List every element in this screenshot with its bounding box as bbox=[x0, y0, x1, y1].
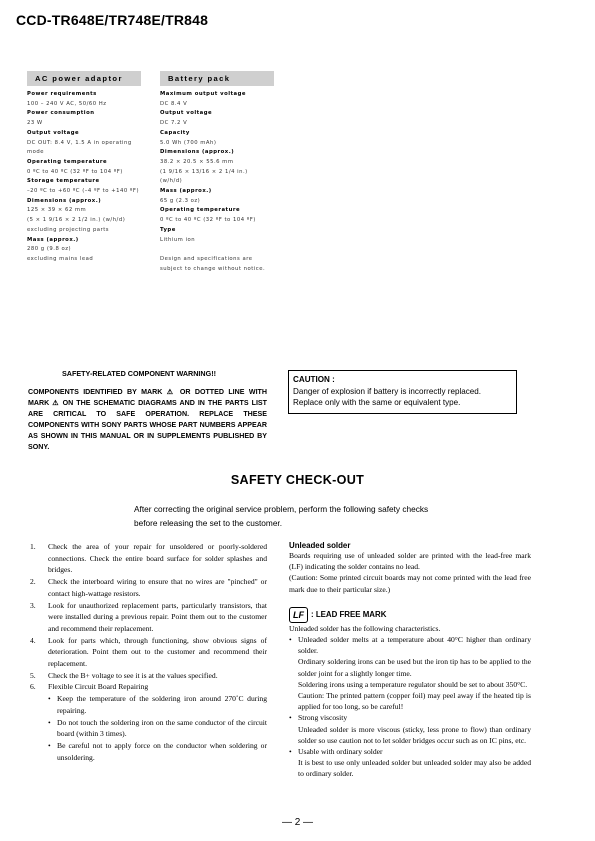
checklist-number: 4. bbox=[30, 635, 36, 645]
unleaded-bullet-cont: It is best to use only unleaded solder but unleaded solder may also be added to ordinary solder. bbox=[298, 758, 531, 779]
ac-adaptor-specs bbox=[27, 90, 141, 265]
checklist-item bbox=[30, 541, 267, 576]
spec-value bbox=[160, 245, 274, 255]
spec-value: 0 ºC to 40 ºC (32 ºF to 104 ºF) bbox=[27, 168, 123, 175]
lead-free-mark-row bbox=[289, 607, 531, 623]
battery-pack-specs bbox=[160, 90, 274, 274]
flex-repair-bullet: • Be careful not to apply force on the conductor when soldering or unsoldering. bbox=[48, 740, 267, 762]
caution-heading: CAUTION : bbox=[293, 375, 335, 384]
unleaded-paragraph-2: (Caution: Some printed circuit boards may not come printed with the lead free mark due to their particular size.) bbox=[289, 573, 531, 594]
spec-label: Mass (approx.) bbox=[27, 236, 79, 243]
battery-pack-heading: Battery pack bbox=[160, 71, 274, 86]
spec-value: –20 ºC to +60 ºC (–4 ºF to +140 ºF) bbox=[27, 188, 140, 195]
unleaded-bullet-cont: Soldering irons using a temperature regulator should be set to about 350°C. bbox=[298, 679, 528, 689]
unleaded-solder-section bbox=[289, 541, 531, 780]
checklist-text: Look for parts which, through functioning, show obvious signs of deterioration. Point them out to the customer and recommend their replacement. bbox=[48, 635, 267, 669]
safety-warning-body: COMPONENTS IDENTIFIED BY MARK ⚠ OR DOTTED LINE WITH MARK ⚠ ON THE SCHEMATIC DIAGRAMS AND IN THE PARTS LIST ARE CRITICAL TO SAFE OPERATION. REPLACE THESE COMPONENTS WITH SONY PARTS WHOSE PART NUMBERS APPEAR AS SHOWN IN THIS MANUAL OR IN SUPPLEMENTS PUBLISHED BY SONY. bbox=[28, 388, 267, 452]
checklist-item bbox=[30, 576, 267, 599]
spec-label: Power requirements bbox=[27, 91, 97, 97]
spec-value: DC 8.4 V bbox=[160, 100, 188, 107]
checklist-number: 6. bbox=[30, 682, 36, 692]
checklist-text: Check the interboard wiring to ensure that no wires are "pinched" or contact high-wattage resistors. bbox=[48, 577, 267, 598]
spec-value: subject to change without notice. bbox=[160, 265, 266, 272]
spec-value: excluding projecting parts bbox=[27, 226, 110, 233]
spec-label: Mass (approx.) bbox=[160, 188, 212, 195]
lead-free-logo-icon: LF bbox=[289, 607, 308, 623]
checklist-number: 3. bbox=[30, 600, 36, 610]
caution-line-1: Danger of explosion if battery is incorrectly replaced. bbox=[293, 386, 482, 396]
unleaded-bullet-cont: Unleaded solder is more viscous (sticky, less prone to flow) than ordinary solder so use caution not to let solder bridges occur such as on IC pins, etc. bbox=[298, 724, 531, 745]
spec-label: Operating temperature bbox=[160, 207, 241, 214]
ac-adaptor-section bbox=[27, 71, 141, 265]
checklist-number: 1. bbox=[30, 542, 36, 551]
spec-value: (5 × 1 9/16 × 2 1/2 in.) (w/h/d) bbox=[27, 217, 126, 224]
spec-value: mode bbox=[27, 149, 45, 156]
spec-value: Lithium ion bbox=[160, 236, 196, 243]
spec-label: Output voltage bbox=[27, 129, 80, 136]
flex-repair-bullet: • Do not touch the soldering iron on the same conductor of the circuit board (within 3 times). bbox=[48, 717, 267, 739]
unleaded-bullet-cont: Caution: The printed pattern (copper foil) may peel away if the heated tip is applied for too long, so be careful! bbox=[298, 691, 531, 712]
spec-value: 280 g (9.8 oz) bbox=[27, 246, 72, 253]
spec-value: 125 × 39 × 62 mm bbox=[27, 207, 87, 214]
spec-label: Operating temperature bbox=[27, 158, 108, 165]
spec-label: Storage temperature bbox=[27, 178, 100, 185]
checklist-item bbox=[30, 600, 267, 635]
checklist-number: 2. bbox=[30, 577, 36, 587]
checklist-text: Look for unauthorized replacement parts, particularly transistors, that were installed during a previous repair. Point them out to the customer and recommend their replacement. bbox=[48, 600, 267, 633]
spec-value: excluding mains lead bbox=[27, 255, 94, 262]
caution-line-2: Replace only with the same or equivalent type. bbox=[293, 398, 461, 408]
checklist-text: Check the area of your repair for unsoldered or poorly-soldered connections. Check the entire board surface for solder splashes and bridges. bbox=[48, 542, 267, 575]
unleaded-paragraph-1: Boards requiring use of unleaded solder are printed with the lead-free mark (LF) indicating the solder contains no lead. bbox=[289, 551, 531, 572]
spec-value: (1 9/16 × 13/16 × 2 1/4 in.) bbox=[160, 168, 248, 175]
spec-label: Power consumption bbox=[27, 110, 95, 117]
spec-value: 100 – 240 V AC, 50/60 Hz bbox=[27, 100, 107, 107]
lead-free-mark-label: : LEAD FREE MARK bbox=[311, 610, 387, 620]
spec-value: DC OUT: 8.4 V, 1.5 A in operating bbox=[27, 139, 132, 146]
checklist-item bbox=[30, 681, 267, 693]
unleaded-bullet: • Usable with ordinary solder bbox=[289, 747, 383, 757]
spec-value: Design and specifications are bbox=[160, 255, 253, 262]
safety-checklist bbox=[30, 541, 267, 763]
spec-value: 23 W bbox=[27, 120, 43, 127]
checklist-item bbox=[30, 635, 267, 670]
spec-value: 38.2 × 20.5 × 55.6 mm bbox=[160, 158, 234, 165]
checklist-text: Check the B+ voltage to see it is at the values specified. bbox=[48, 670, 218, 680]
page-number: — 2 — bbox=[281, 817, 314, 828]
spec-label: Dimensions (approx.) bbox=[27, 197, 102, 204]
spec-value: 5.0 Wh (700 mAh) bbox=[160, 139, 217, 146]
document-title: CCD-TR648E/TR748E/TR848 bbox=[16, 12, 209, 28]
unleaded-heading: Unleaded solder bbox=[289, 541, 351, 550]
spec-label: Type bbox=[160, 226, 176, 233]
spec-value: 0 ºC to 40 ºC (32 ºF to 104 ºF) bbox=[160, 217, 256, 224]
spec-label: Maximum output voltage bbox=[160, 91, 247, 97]
safety-checkout-intro: After correcting the original service problem, perform the following safety checks before releasing the set to the customer. bbox=[134, 504, 429, 528]
unleaded-paragraph-3: Unleaded solder has the following characteristics. bbox=[289, 623, 441, 633]
spec-value: DC 7.2 V bbox=[160, 120, 188, 127]
unleaded-bullet: • Strong viscosity bbox=[289, 713, 348, 723]
spec-label: Capacity bbox=[160, 129, 190, 136]
checklist-number: 5. bbox=[30, 670, 36, 680]
unleaded-bullet: • Unleaded solder melts at a temperature about 40°C higher than ordinary solder. bbox=[289, 635, 531, 656]
safety-warning-title: SAFETY-RELATED COMPONENT WARNING!! bbox=[62, 369, 216, 378]
battery-pack-section bbox=[160, 71, 274, 274]
spec-value: 65 g (2.3 oz) bbox=[160, 197, 201, 204]
flex-repair-bullet: • Keep the temperature of the soldering iron around 270˚C during repairing. bbox=[48, 694, 267, 715]
checklist-item bbox=[30, 670, 267, 682]
spec-label: Dimensions (approx.) bbox=[160, 149, 235, 156]
ac-adaptor-heading: AC power adaptor bbox=[27, 71, 141, 86]
unleaded-bullet-cont: Ordinary soldering irons can be used but the iron tip has to be applied to the solder joint for a slightly longer time. bbox=[298, 657, 531, 678]
spec-label: Output voltage bbox=[160, 110, 213, 117]
checklist-text: Flexible Circuit Board Repairing bbox=[48, 682, 149, 692]
safety-checkout-title: SAFETY CHECK-OUT bbox=[230, 473, 365, 487]
caution-box bbox=[288, 370, 517, 414]
spec-value: (w/h/d) bbox=[160, 178, 183, 185]
